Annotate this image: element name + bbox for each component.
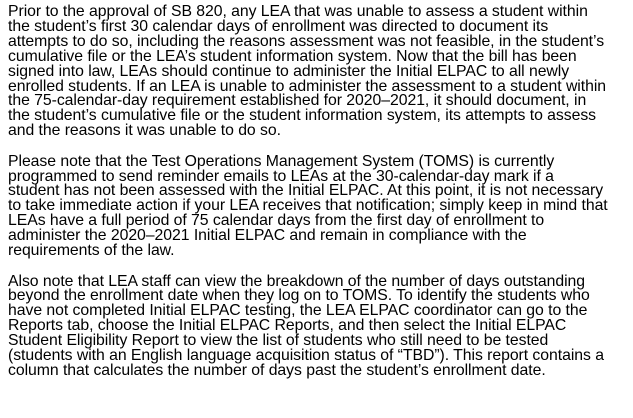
- text-line: to take immediate action if your LEA receives that notification; simply keep in mind that: [8, 197, 608, 215]
- text-line: Reports tab, choose the Initial ELPAC Reports, and then select the Initial ELPAC: [8, 317, 567, 335]
- text-line: (students with an English language acquisition status of “TBD”). This report contains a: [8, 347, 604, 365]
- text-line: signed into law, LEAs should continue to administer the Initial ELPAC to all newly: [8, 62, 570, 80]
- text-line: the student’s first 30 calendar days of enrollment was directed to document its: [8, 17, 549, 35]
- text-line: student has not been assessed with the Initial ELPAC. At this point, it is not necessary: [8, 182, 604, 200]
- paragraph-sb820-assessment: [8, 5, 628, 139]
- text-line: Prior to the approval of SB 820, any LEA that was unable to assess a student within: [8, 3, 588, 20]
- text-line: programmed to send reminder emails to LEAs at the 30-calendar-day mark if a: [8, 167, 554, 185]
- text-line: the student’s cumulative file or the student information system, its attempts to assess: [8, 107, 597, 125]
- text-line: administer the 2020–2021 Initial ELPAC and remain in compliance with the: [8, 227, 527, 245]
- paragraph-eligibility-report: [8, 272, 628, 379]
- text-line: Also note that LEA staff can view the breakdown of the number of days outstanding: [8, 272, 586, 290]
- text-line: requirements of the law.: [8, 242, 175, 260]
- text-line: LEAs have a full period of 75 calendar days from the first day of enrollment to: [8, 212, 545, 230]
- text-line: attempts to do so, including the reasons assessment was not feasible, in the student’s: [8, 32, 605, 50]
- paragraph-toms-reminders: [8, 152, 628, 260]
- text-line: the 75-calendar-day requirement established for 2020–2021, it should document, in: [8, 92, 587, 110]
- document-body: [8, 5, 628, 379]
- text-line: and the reasons it was unable to do so.: [8, 122, 281, 140]
- text-line: column that calculates the number of days past the student’s enrollment date.: [8, 361, 546, 379]
- text-line: have not completed Initial ELPAC testing, the LEA ELPAC coordinator can go to the: [8, 302, 588, 320]
- text-line: Student Eligibility Report to view the list of students who still need to be tested: [8, 332, 549, 350]
- text-line: Please note that the Test Operations Management System (TOMS) is currently: [8, 152, 555, 170]
- text-line: beyond the enrollment date when they log on to TOMS. To identify the students who: [8, 287, 590, 305]
- text-line: enrolled students. If an LEA is unable to administer the assessment to a student within: [8, 77, 607, 95]
- text-line: cumulative file or the LEA’s student information system. Now that the bill has been: [8, 47, 577, 65]
